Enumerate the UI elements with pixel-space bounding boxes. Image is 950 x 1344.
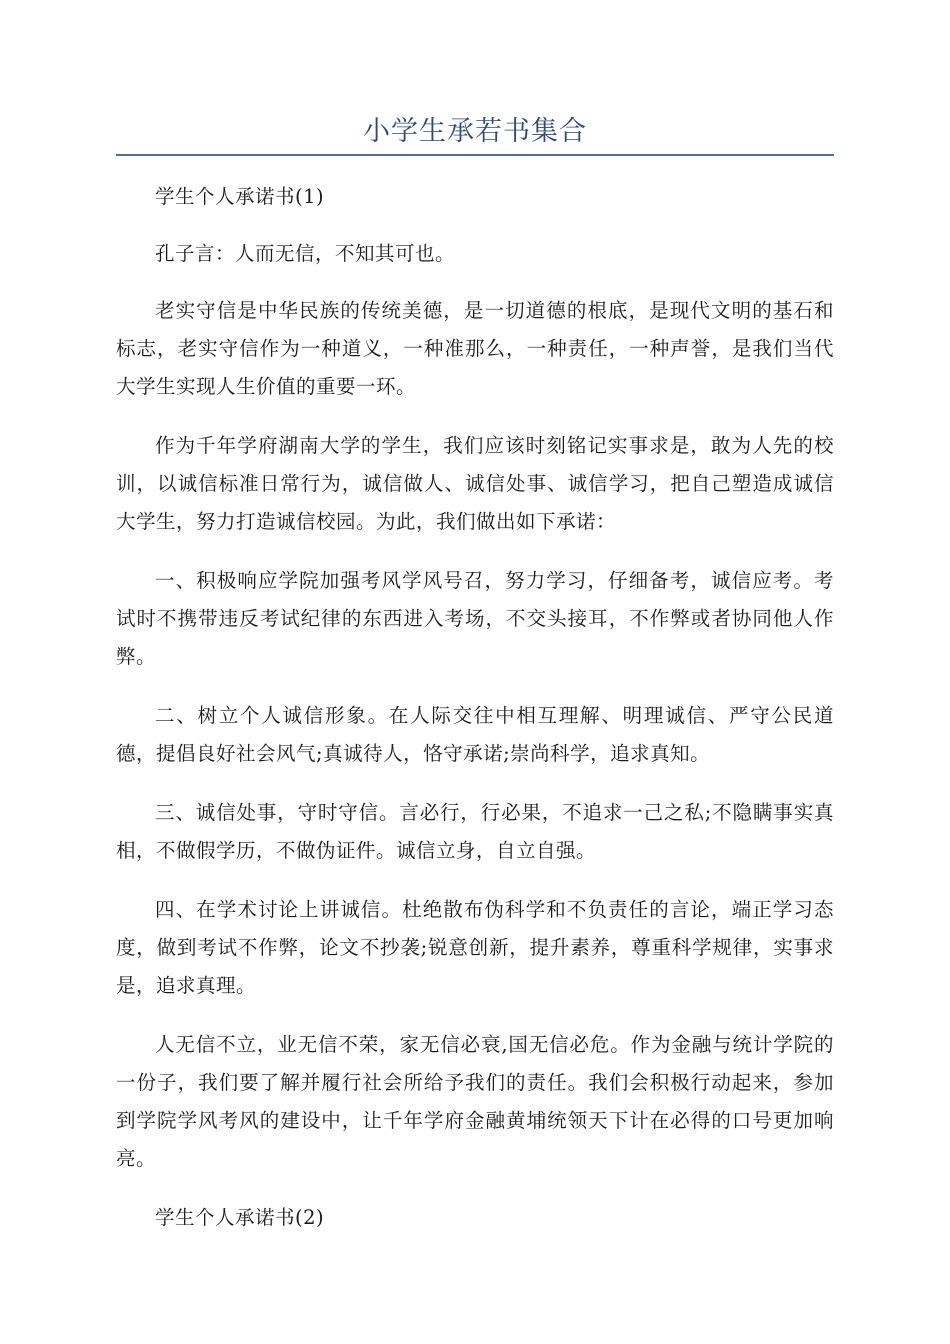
- document-page: [116, 0, 834, 1256]
- section-heading-1: 学生个人承诺书(1): [155, 185, 325, 208]
- body-paragraph: 老实守信是中华民族的传统美德，是一切道德的根底，是现代文明的基石和标志，老实守信作为一种道义，一种准那么，一种责任，一种声誉，是我们当代大学生实现人生价值的重要一环。: [116, 299, 834, 398]
- closing-paragraph: 人无信不立，业无信不荣，家无信必衰,国无信必危。作为金融与统计学院的一份子，我们要了解并履行社会所给予我们的责任。我们会积极行动起来，参加到学院学风考风的建设中，让千年学府金融黄埔统领天下计在必得的口号更加响亮。: [116, 1033, 834, 1170]
- pledge-item-1: 一、积极响应学院加强考风学风号召，努力学习，仔细备考，诚信应考。考试时不携带违反考试纪律的东西进入考场，不交头接耳，不作弊或者协同他人作弊。: [116, 569, 834, 668]
- quote-paragraph: 孔子言：人而无信，不知其可也。: [155, 242, 456, 265]
- title-underline: [116, 154, 834, 156]
- section-heading-2: 学生个人承诺书(2): [155, 1206, 325, 1229]
- document-title: 小学生承若书集合: [363, 116, 587, 147]
- document-body: [116, 178, 834, 1237]
- pledge-item-4: 四、在学术讨论上讲诚信。杜绝散布伪科学和不负责任的言论，端正学习态度，做到考试不作弊，论文不抄袭;锐意创新，提升素养，尊重科学规律，实事求是，追求真理。: [116, 898, 834, 997]
- pledge-item-3: 三、诚信处事，守时守信。言必行，行必果，不追求一己之私;不隐瞒事实真相，不做假学历，不做伪证件。诚信立身，自立自强。: [116, 801, 834, 862]
- body-paragraph: 作为千年学府湖南大学的学生，我们应该时刻铭记实事求是，敢为人先的校训，以诚信标准日常行为，诚信做人、诚信处事、诚信学习，把自己塑造成诚信大学生，努力打造诚信校园。为此，我们做出如下承诺：: [116, 434, 834, 533]
- pledge-item-2: 二、树立个人诚信形象。在人际交往中相互理解、明理诚信、严守公民道德，提倡良好社会风气;真诚待人，恪守承诺;崇尚科学，追求真知。: [116, 704, 834, 765]
